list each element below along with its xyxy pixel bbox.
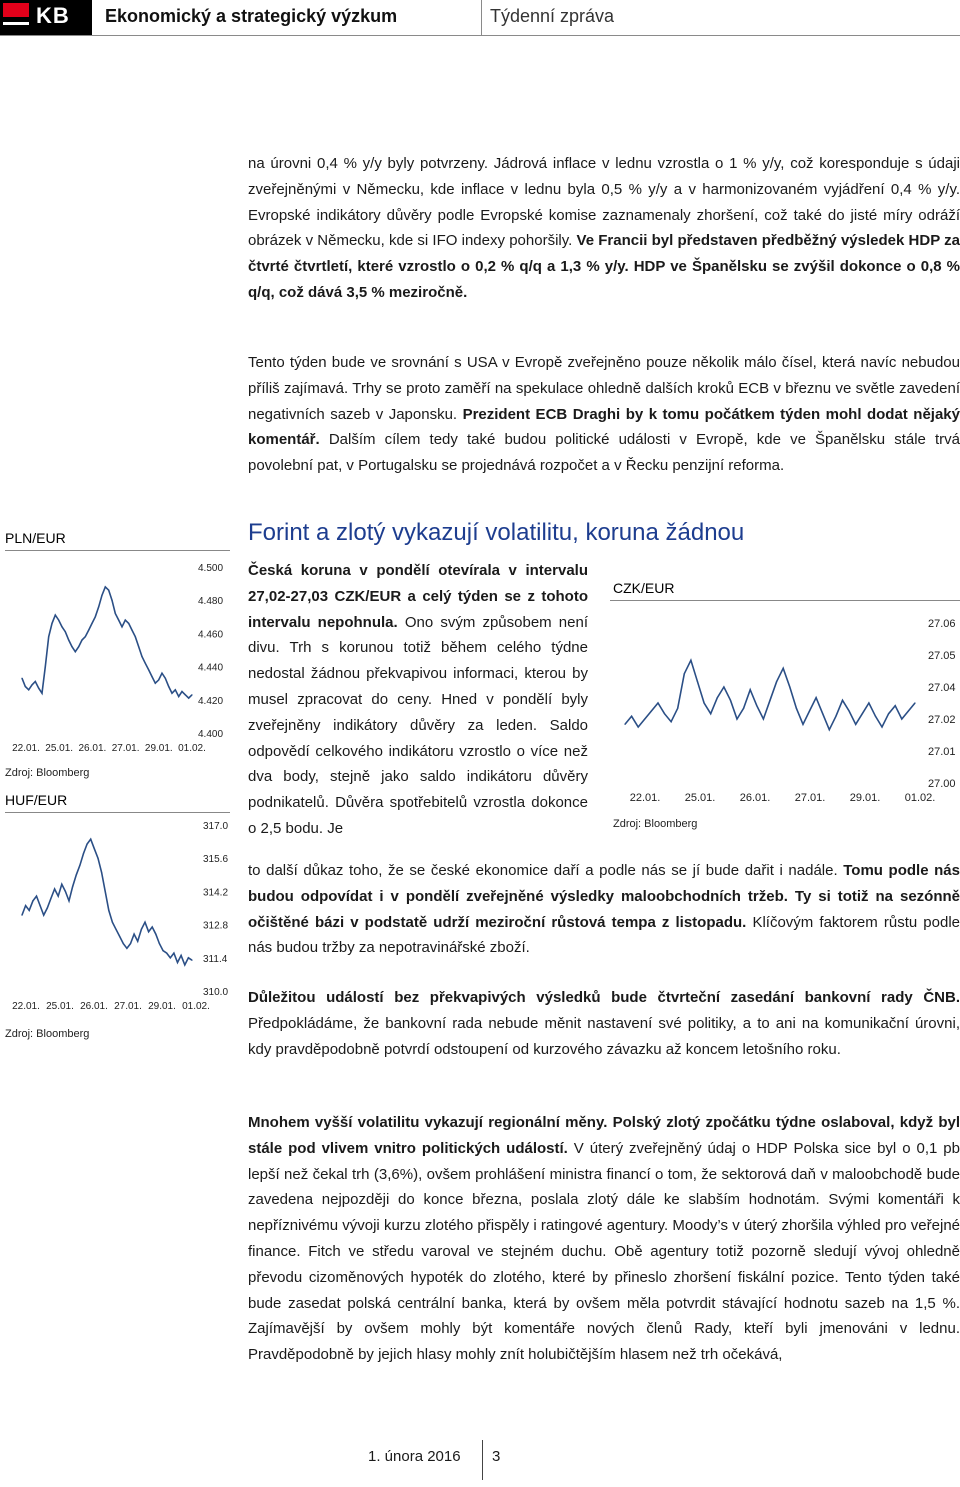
paragraph-text: Tento týden bude ve srovnání s USA v Evropě zveřejněno pouze několik málo čísel, která navíc nebudou příliš zajímavá. Trhy se proto zaměří na spekulace ohledně dalších kroků ECB v březnu ve světle zavedení negativních sazeb v Japonsku.: [248, 354, 960, 423]
paragraph-text: V úterý zveřejněný údaj o HDP Polska sice byl o 0,1 pb lepší než čekal trh (3,6%), ovšem prohlášení ministra financí o tom, že sektorová daň v maloobchodě bude zavedena nejpozději do konce března, poslala zlotý dále ke slabším hodnotám. Svými komentáři k nepříznivému vývoji kurzu zlotého přispěly i ratingové agentury. Moody’s v úterý zhoršila výhled pro veřejné finance. Fitch ve středu varoval ve stejném duchu. Obě agentury totiž pozorně sledují vývoj ohledně převodu cizoměnových hypoték do zlotého, které by přineslo zhoršení fiskální pozice. Tento týden také bude zasedat polská centrální banka, která by ovšem měla potvrdit stávající hodnotu sazeb na 1,5 %. Zajímavější by ovšem mohly být komentáře nových členů Rady, kteří byli jmenováni v lednu. Pravděpodobně by jejich hlasy mohly znít holubičtějším hlasem než trh očekává,: [248, 1139, 960, 1364]
chart-title-czkeur: CZK/EUR: [613, 580, 675, 596]
data-point: [54, 888, 55, 889]
chart-title-hufeur: HUF/EUR: [5, 792, 68, 808]
data-point: [81, 639, 82, 640]
chart-hufeur: [0, 815, 240, 1025]
data-point: [94, 848, 95, 849]
data-point: [750, 689, 751, 690]
data-point: [743, 708, 744, 709]
data-point: [28, 689, 29, 690]
data-point: [181, 955, 182, 956]
paragraph-intro-2: [248, 350, 960, 479]
data-point: [802, 724, 803, 725]
y-tick-label: 311.4: [203, 953, 228, 965]
x-tick-label: 29.01.: [144, 743, 173, 754]
data-point: [131, 629, 132, 630]
data-point: [135, 636, 136, 637]
data-point: [38, 688, 39, 689]
header-title: Ekonomický a strategický výzkum: [105, 6, 398, 26]
data-point: [829, 729, 830, 730]
data-point: [624, 724, 625, 725]
data-point: [75, 651, 76, 652]
paragraph-text: Dalším cílem tedy také budou politické události v Evropě, kde ve Španělsku stále trvá povolební pat, v Portugalsku se projednává rozpočet a v Řecku penzijní reforma.: [248, 431, 960, 475]
data-point: [809, 710, 810, 711]
data-point: [191, 694, 192, 695]
data-point: [43, 915, 44, 916]
data-point: [32, 900, 33, 901]
data-point: [177, 962, 178, 963]
data-point: [171, 693, 172, 694]
data-point: [21, 678, 22, 679]
data-point: [36, 896, 37, 897]
header-subtitle: Týdenní zpráva: [490, 6, 615, 26]
x-tick-label: 29.01.: [148, 1001, 176, 1012]
x-tick-label: 01.02.: [178, 743, 206, 754]
data-point: [769, 700, 770, 701]
data-point: [789, 686, 790, 687]
data-point: [61, 884, 62, 885]
x-tick-label: 27.01.: [111, 743, 140, 754]
data-point: [723, 686, 724, 687]
data-point: [65, 891, 66, 892]
data-point: [848, 710, 849, 711]
data-point: [664, 713, 665, 714]
data-point: [868, 702, 869, 703]
data-point: [703, 702, 704, 703]
chart-title-rule: [5, 812, 230, 813]
x-tick-label: 01.02.: [182, 1001, 210, 1012]
data-point: [138, 646, 139, 647]
data-point: [148, 669, 149, 670]
data-point: [175, 689, 176, 690]
data-point: [47, 907, 48, 908]
data-point: [58, 896, 59, 897]
data-point: [168, 686, 169, 687]
data-point: [165, 678, 166, 679]
data-point: [173, 952, 174, 953]
data-point: [888, 713, 889, 714]
y-tick-label: 27.06: [928, 618, 956, 630]
data-point: [121, 626, 122, 627]
y-tick-label: 27.02: [928, 714, 956, 726]
data-point: [76, 874, 77, 875]
data-point: [91, 623, 92, 624]
y-tick-label: 4.500: [198, 563, 224, 574]
x-tick-label: 25.01.: [684, 792, 716, 804]
data-point: [730, 700, 731, 701]
data-point: [763, 718, 764, 719]
x-tick-label: 25.01.: [46, 1001, 74, 1012]
data-point: [130, 943, 131, 944]
data-point: [188, 698, 189, 699]
data-point: [862, 713, 863, 714]
data-point: [48, 636, 49, 637]
x-tick-label: 29.01.: [849, 792, 881, 804]
y-tick-label: 4.420: [198, 695, 224, 707]
footer-divider: [482, 1440, 483, 1480]
paragraph-cnb: [248, 985, 960, 1062]
data-point: [185, 694, 186, 695]
data-point: [128, 623, 129, 624]
data-point: [651, 710, 652, 711]
data-point: [875, 716, 876, 717]
chart-czkeur: [610, 605, 960, 815]
data-point: [126, 948, 127, 949]
data-point: [855, 724, 856, 725]
data-point: [105, 586, 106, 587]
header-divider: [481, 0, 482, 35]
data-point: [690, 660, 691, 661]
data-point: [83, 853, 84, 854]
data-point: [796, 708, 797, 709]
section-title: Forint a zlotý vykazují volatilitu, koruna žádnou: [248, 519, 745, 546]
paragraph-regional: [248, 1110, 960, 1368]
data-point: [108, 910, 109, 911]
data-point: [166, 952, 167, 953]
data-point: [783, 668, 784, 669]
x-tick-label: 26.01.: [78, 743, 107, 754]
data-point: [677, 708, 678, 709]
chart-source: Zdroj: Bloomberg: [5, 1028, 90, 1040]
data-point: [125, 620, 126, 621]
paragraph-text: na úrovni 0,4 % y/y byly potvrzeny. Jádrová inflace v lednu vzrostla o 1 % y/y, což koresponduje s údaji zveřejněnými v Německu, kde inflace v lednu byla 0,5 % y/y a v harmonizovaném vyjádření 0,4 % y/y. Evropské indikátory důvěry podle Evropské komise zaznamenaly zhoršení, což také do jisté míry odráží obrázek v Německu, kde si IFO indexy pohoršily.: [248, 155, 960, 250]
data-point: [141, 656, 142, 657]
data-point: [697, 681, 698, 682]
data-point: [79, 865, 80, 866]
data-point: [191, 960, 192, 961]
data-point: [108, 590, 109, 591]
data-point: [101, 595, 102, 596]
data-point: [50, 898, 51, 899]
data-point: [25, 686, 26, 687]
y-tick-label: 315.6: [203, 854, 229, 866]
chart-title-rule: [5, 550, 230, 551]
data-point: [123, 943, 124, 944]
paragraph-text: to další důkaz toho, že se české ekonomice daří a podle nás se jí bude dařit i nadále.: [248, 862, 844, 879]
paragraph-text: Předpokládáme, že bankovní rada nebude měnit nastavení své politiky, a to ani na komunikační úrovni, kdy pravděpodobně potvrdí odstoupení od kurzového závazku až koncem letošního roku.: [248, 1014, 960, 1058]
data-point: [717, 697, 718, 698]
data-point: [111, 600, 112, 601]
chart-source: Zdroj: Bloomberg: [613, 818, 698, 830]
paragraph-bold-text: Tomu podle nás budou odpovídat i v pondělí zveřejněné výsledky maloobchodních tržeb. Ty si totiž na sezónně očištěné bázi v podstatě udrží meziroční růstová tempa z listopadu.: [248, 862, 960, 931]
chart-source: Zdroj: Bloomberg: [5, 767, 90, 779]
data-point: [39, 905, 40, 906]
y-tick-label: 4.480: [198, 596, 224, 608]
data-point: [736, 718, 737, 719]
x-tick-label: 26.01.: [739, 792, 771, 804]
data-point: [158, 679, 159, 680]
paragraph-text: Klíčovým faktorem růstu podle nás budou tržby za nepotravinářské zboží.: [248, 913, 960, 957]
chart-title-rule: [610, 600, 960, 601]
y-tick-label: 27.04: [928, 682, 956, 694]
data-point: [657, 702, 658, 703]
data-point: [51, 623, 52, 624]
data-point: [55, 615, 56, 616]
logo-text: KB: [36, 3, 70, 28]
y-tick-label: 27.05: [928, 650, 956, 662]
y-tick-label: 4.460: [198, 629, 224, 641]
data-point: [631, 716, 632, 717]
x-tick-label: 27.01.: [794, 792, 826, 804]
data-point: [90, 839, 91, 840]
data-point: [41, 693, 42, 694]
data-point: [101, 872, 102, 873]
paragraph-czk-2: [248, 858, 960, 961]
x-tick-label: 01.02.: [904, 792, 936, 804]
data-point: [151, 676, 152, 677]
chart-title-plneur: PLN/EUR: [5, 530, 66, 546]
data-point: [115, 613, 116, 614]
data-point: [881, 726, 882, 727]
y-tick-label: 310.0: [203, 987, 229, 998]
data-point: [98, 606, 99, 607]
data-point: [137, 941, 138, 942]
y-tick-label: 4.400: [198, 729, 224, 740]
data-point: [671, 721, 672, 722]
data-point: [161, 673, 162, 674]
data-point: [97, 858, 98, 859]
paragraph-czk-1: [248, 558, 588, 842]
data-point: [87, 843, 88, 844]
data-point: [35, 681, 36, 682]
y-tick-label: 314.2: [203, 887, 229, 899]
page-header: [0, 0, 960, 36]
data-point: [644, 718, 645, 719]
y-tick-label: 312.8: [203, 920, 229, 932]
data-point: [29, 910, 30, 911]
data-point: [835, 716, 836, 717]
x-tick-label: 26.01.: [80, 1001, 108, 1012]
data-point: [68, 900, 69, 901]
data-point: [72, 886, 73, 887]
data-point: [21, 915, 22, 916]
data-point: [71, 646, 72, 647]
paragraph-bold-text: Ve Francii byl představen předběžný výsledek HDP za čtvrté čtvrtletí, které vzrostlo o 0,2 % q/q a 1,3 % y/y. HDP ve Španělsku se zvýšil dokonce o 0,8 % q/q, což dává 3,5 % meziročně.: [248, 232, 960, 301]
x-tick-label: 25.01.: [45, 743, 74, 754]
data-point: [31, 684, 32, 685]
x-tick-label: 22.01.: [12, 1001, 40, 1012]
data-point: [144, 922, 145, 923]
data-point: [756, 705, 757, 706]
data-point: [152, 926, 153, 927]
data-point: [134, 933, 135, 934]
data-point: [45, 666, 46, 667]
data-point: [58, 620, 59, 621]
y-tick-label: 4.440: [198, 662, 224, 674]
data-point: [776, 681, 777, 682]
data-point: [115, 929, 116, 930]
data-point: [914, 702, 915, 703]
y-tick-label: 27.00: [928, 778, 956, 790]
paragraph-bold-text: Česká koruna v pondělí otevírala v intervalu 27,02-27,03 CZK/EUR a celý týden se z tohoto intervalu nepohnula.: [248, 562, 588, 631]
series-line: [22, 587, 192, 698]
data-point: [85, 636, 86, 637]
x-tick-label: 27.01.: [114, 1001, 142, 1012]
data-point: [638, 726, 639, 727]
data-point: [178, 696, 179, 697]
data-point: [105, 891, 106, 892]
data-point: [170, 957, 171, 958]
x-tick-label: 22.01.: [629, 792, 661, 804]
data-point: [148, 931, 149, 932]
data-point: [162, 950, 163, 951]
page-number: 3: [492, 1448, 501, 1465]
data-point: [908, 710, 909, 711]
data-point: [78, 646, 79, 647]
data-point: [88, 629, 89, 630]
paragraph-bold-text: Mnohem vyšší volatilitu vykazují regionální měny. Polský zlotý zpočátku týdne oslaboval, když byl stále pod vlivem vnitro politických událostí.: [248, 1114, 960, 1157]
data-point: [118, 620, 119, 621]
data-point: [155, 933, 156, 934]
paragraph-intro-1: [248, 151, 960, 306]
y-tick-label: 317.0: [203, 821, 229, 832]
chart-plneur: [0, 555, 240, 770]
footer-date: 1. února 2016: [368, 1448, 461, 1465]
data-point: [822, 713, 823, 714]
paragraph-bold-text: Prezident ECB Draghi by k tomu počátkem týden mohl dodat nějaký komentář.: [248, 405, 960, 449]
data-point: [842, 700, 843, 701]
y-tick-label: 27.01: [928, 746, 956, 758]
data-point: [684, 673, 685, 674]
data-point: [145, 663, 146, 664]
paragraph-bold-text: Důležitou událostí bez překvapivých výsledků bude čtvrteční zasedání bankovní rady ČNB.: [248, 989, 960, 1006]
data-point: [25, 905, 26, 906]
data-point: [184, 964, 185, 965]
data-point: [816, 697, 817, 698]
data-point: [61, 626, 62, 627]
data-point: [95, 616, 96, 617]
series-line: [22, 839, 192, 965]
x-tick-label: 22.01.: [12, 743, 40, 754]
data-point: [141, 929, 142, 930]
data-point: [901, 718, 902, 719]
data-point: [159, 943, 160, 944]
series-line: [625, 660, 915, 729]
data-point: [68, 639, 69, 640]
data-point: [119, 936, 120, 937]
data-point: [181, 691, 182, 692]
data-point: [710, 713, 711, 714]
data-point: [65, 631, 66, 632]
data-point: [155, 683, 156, 684]
data-point: [895, 705, 896, 706]
data-point: [188, 957, 189, 958]
data-point: [112, 922, 113, 923]
paragraph-text: Ono svým způsobem není divu. Trh s korunou totiž během celého týdne nedostal žádnou překvapivou informaci, kterou by musel zpracovat do ceny. Hned v pondělí byly zveřejněny indikátory důvěry za leden. Saldo odpovědí celkového indikátoru vzrostlo o více než dva body, stejně jako saldo indikátoru důvěry podnikatelů. Důvěra spotřebitelů vzrostla dokonce o 2,5 bodu. Je: [248, 613, 589, 837]
kb-logo: [0, 0, 92, 35]
